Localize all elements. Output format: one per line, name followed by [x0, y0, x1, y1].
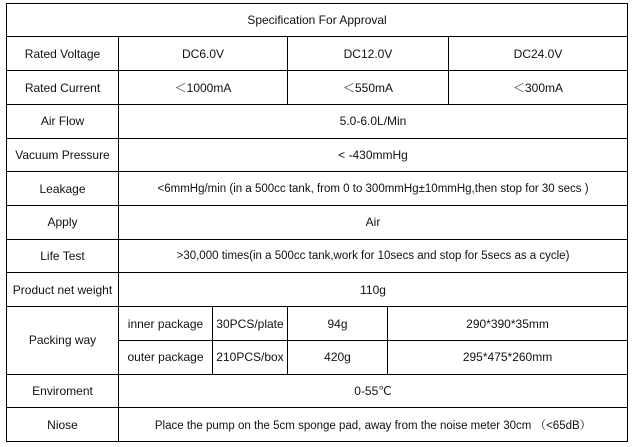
inner-package-size: 290*390*35mm: [388, 307, 628, 341]
row-product-net-weight: [7, 273, 628, 307]
row-rated-voltage: [7, 36, 628, 71]
row-environment: [7, 374, 628, 408]
rated-current-label: Rated Current: [7, 71, 119, 105]
life-test-label: Life Test: [7, 239, 119, 273]
spec-table: [6, 3, 628, 442]
inner-package-qty: 30PCS/plate: [213, 307, 288, 341]
table-title: Specification For Approval: [7, 4, 628, 37]
vacuum-pressure-label: Vacuum Pressure: [7, 138, 119, 172]
air-flow-label: Air Flow: [7, 105, 119, 139]
leakage-label: Leakage: [7, 172, 119, 206]
outer-package-weight: 420g: [288, 340, 388, 374]
row-life-test: [7, 239, 628, 273]
vacuum-pressure-value: < -430mmHg: [119, 138, 628, 172]
air-flow-value: 5.0-6.0L/Min: [119, 105, 628, 139]
rated-voltage-dc24: DC24.0V: [449, 36, 628, 71]
outer-package-qty: 210PCS/box: [213, 340, 288, 374]
row-air-flow: [7, 105, 628, 139]
inner-package-label: inner package: [119, 307, 213, 341]
noise-label: Niose: [7, 408, 119, 442]
row-rated-current: [7, 71, 628, 105]
title-row: [7, 4, 628, 37]
outer-package-label: outer package: [119, 340, 213, 374]
environment-label: Enviroment: [7, 374, 119, 408]
inner-package-weight: 94g: [288, 307, 388, 341]
product-net-weight-label: Product net weight: [7, 273, 119, 307]
apply-value: Air: [119, 206, 628, 240]
rated-current-dc12: ＜550mA: [288, 71, 449, 105]
row-leakage: [7, 172, 628, 206]
row-apply: [7, 206, 628, 240]
life-test-value: >30,000 times(in a 500cc tank,work for 10secs and stop for 5secs as a cycle): [119, 239, 628, 273]
row-noise: [7, 408, 628, 442]
apply-label: Apply: [7, 206, 119, 240]
row-packing-inner: [7, 307, 628, 341]
rated-voltage-label: Rated Voltage: [7, 36, 119, 71]
rated-voltage-dc6: DC6.0V: [119, 36, 288, 71]
packing-way-label: Packing way: [7, 307, 119, 374]
outer-package-size: 295*475*260mm: [388, 340, 628, 374]
rated-current-dc24: ＜300mA: [449, 71, 628, 105]
rated-current-dc6: ＜1000mA: [119, 71, 288, 105]
noise-value: Place the pump on the 5cm sponge pad, away from the noise meter 30cm （<65dB）: [119, 408, 628, 442]
rated-voltage-dc12: DC12.0V: [288, 36, 449, 71]
product-net-weight-value: 110g: [119, 273, 628, 307]
environment-value: 0-55℃: [119, 374, 628, 408]
row-vacuum-pressure: [7, 138, 628, 172]
leakage-value: <6mmHg/min (in a 500cc tank, from 0 to 300mmHg±10mmHg,then stop for 30 secs ): [119, 172, 628, 206]
